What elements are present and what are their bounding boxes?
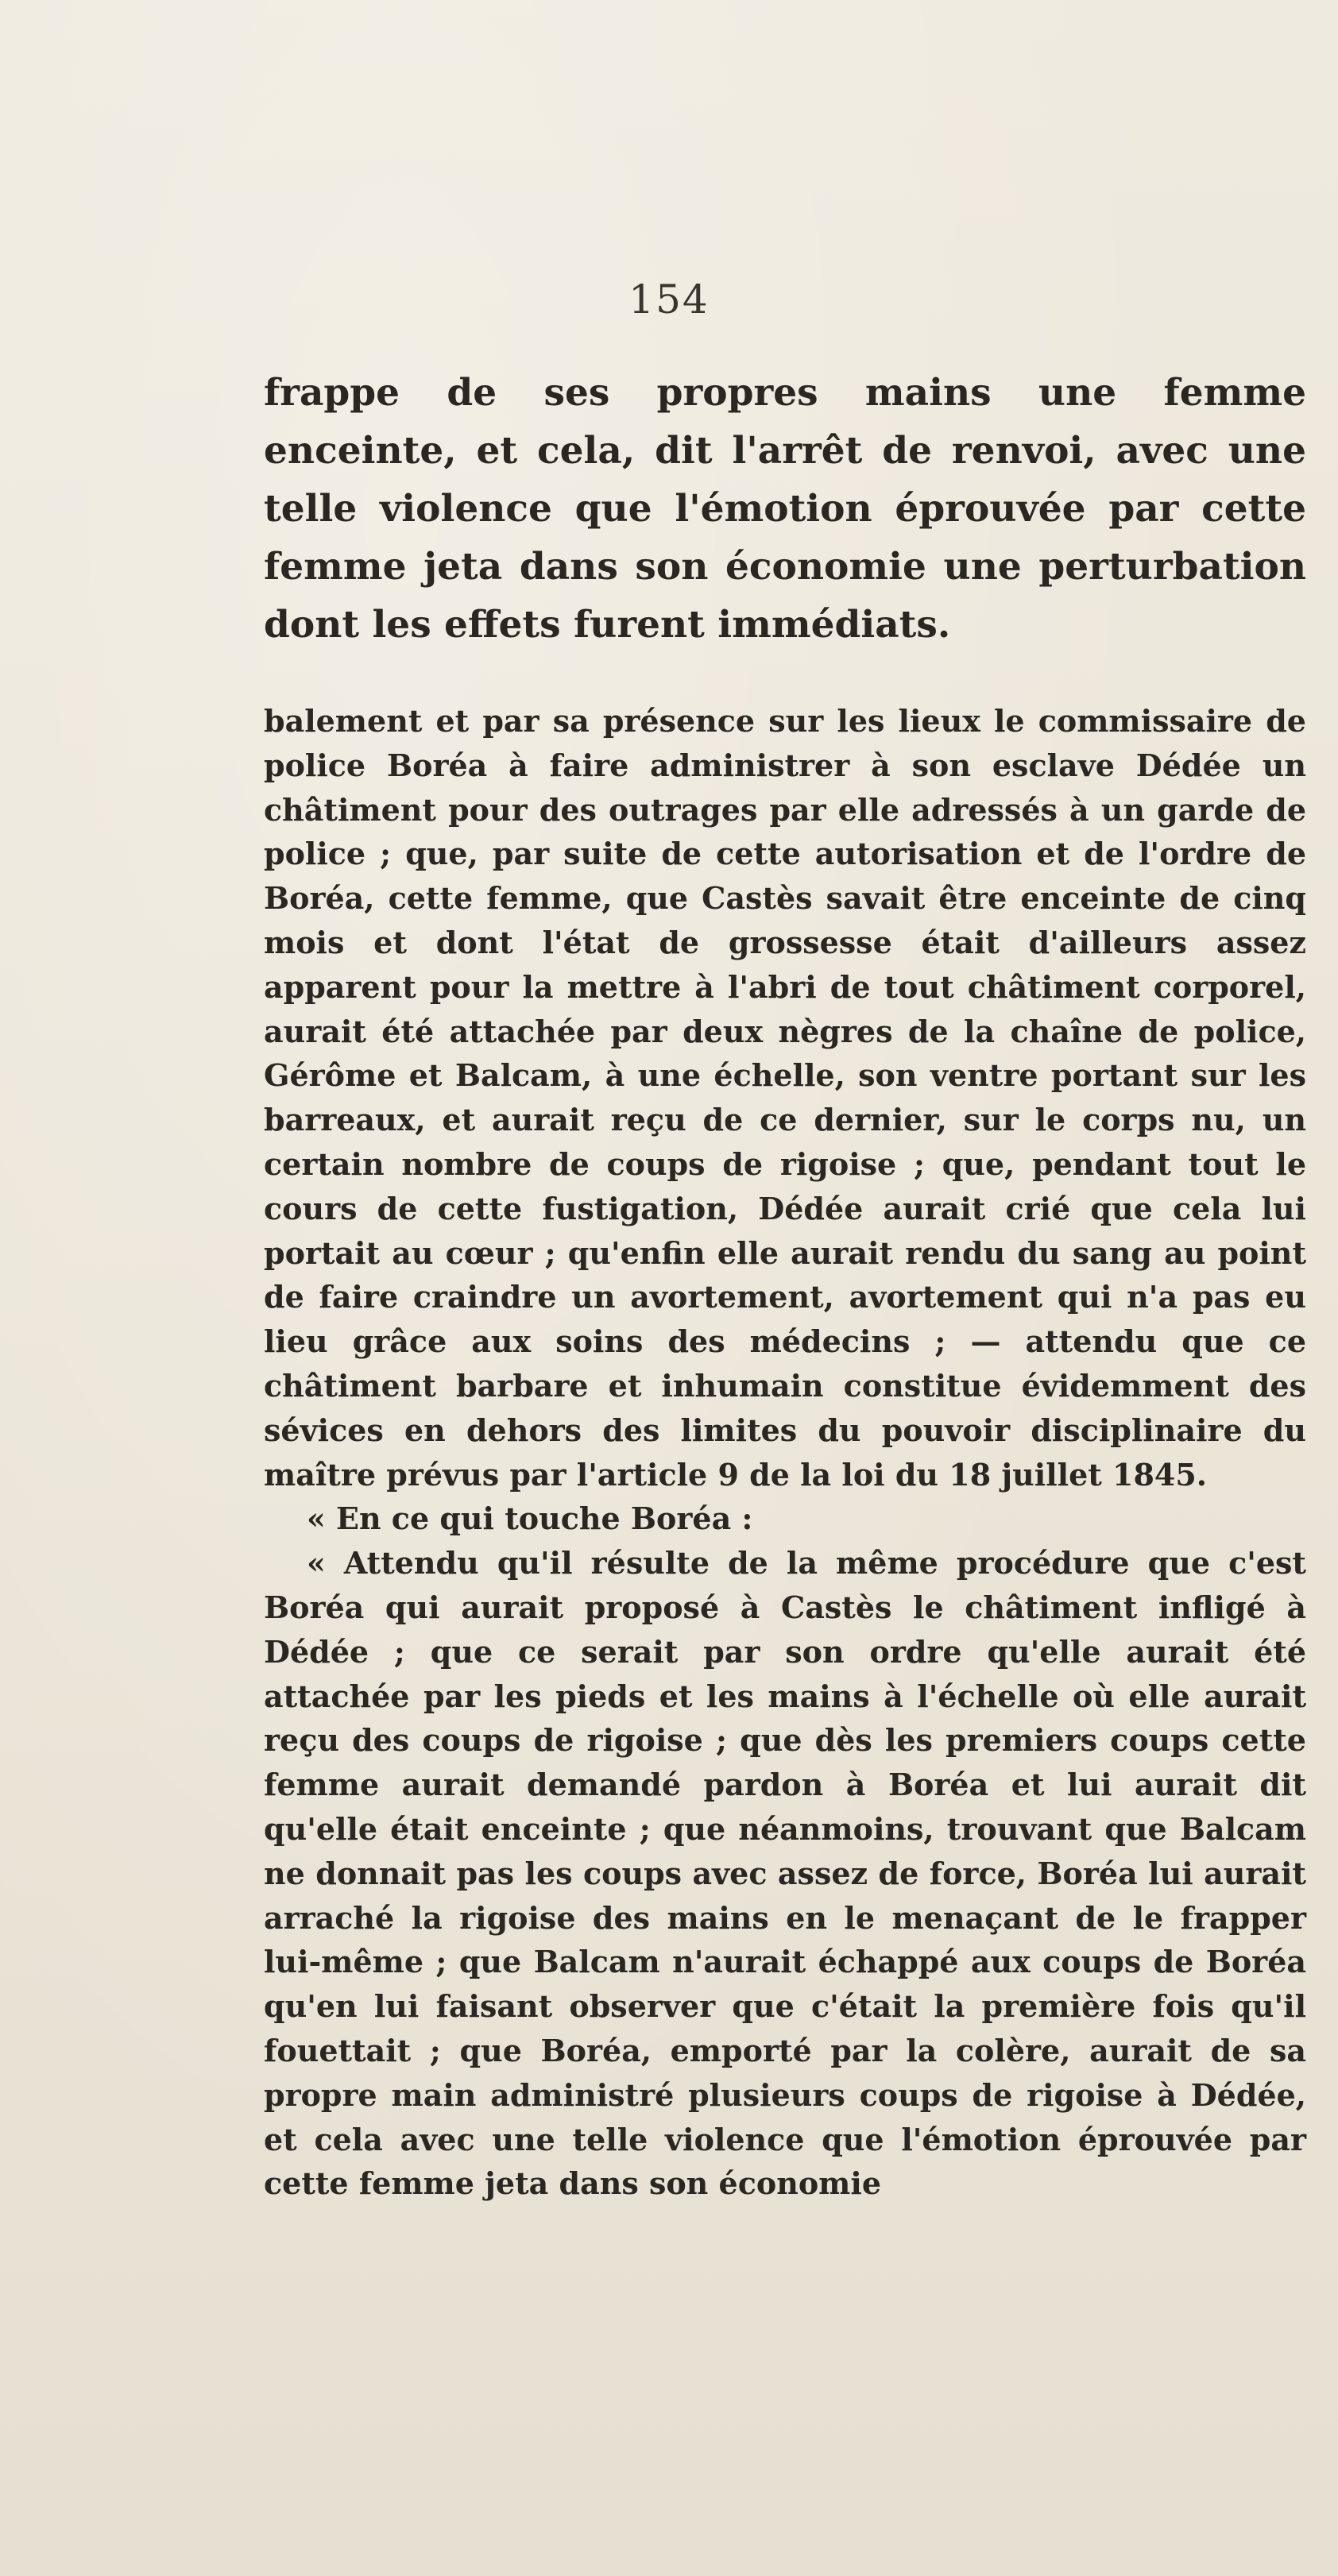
top-paragraph-block xyxy=(264,364,1306,654)
borea-paragraph: « Attendu qu'il résulte de la même procédure que c'est Boréa qui aurait proposé à Castès le châtiment infligé à Dédée ; que ce serait par son ordre qu'elle aurait été attachée par les pieds et les mains à l'échelle où elle aurait reçu des coups de rigoise ; que dès les premiers coups cette femme aurait demandé pardon à Boréa et lui aurait dit qu'elle était enceinte ; que néanmoins, trouvant que Balcam ne donnait pas les coups avec assez de force, Boréa lui aurait arraché la rigoise des mains en le menaçant de le frapper lui-même ; que Balcam n'aurait échappé aux coups de Boréa qu'en lui faisant observer que c'était la première fois qu'il fouettait ; que Boréa, emporté par la colère, aurait de sa propre main administré plusieurs coups de rigoise à Dédée, et cela avec une telle violence que l'émotion éprouvée par cette femme jeta dans son économie xyxy=(264,1545,1306,2202)
main-paragraph: balement et par sa présence sur les lieux le commissaire de police Boréa à faire administrer à son esclave Dédée un châtiment pour des outrages par elle adressés à un garde de police ; que, par suite de cette autorisation et de l'ordre de Boréa, cette femme, que Castès savait être enceinte de cinq mois et dont l'état de grossesse était d'ailleurs assez apparent pour la mettre à l'abri de tout châtiment corporel, aurait été attachée par deux nègres de la chaîne de police, Gérôme et Balcam, à une échelle, son ventre portant sur les barreaux, et aurait reçu de ce dernier, sur le corps nu, un certain nombre de coups de rigoise ; que, pendant tout le cours de cette fustigation, Dédée aurait crié que cela lui portait au cœur ; qu'enfin elle aurait rendu du sang au point de faire craindre un avortement, avortement qui n'a pas eu lieu grâce aux soins des médecins ; — attendu que ce châtiment barbare et inhumain constitue évidemment des sévices en dehors des limites du pouvoir disciplinaire du maître prévus par l'article 9 de la loi du 18 juillet 1845. xyxy=(264,703,1306,1493)
page-number: 154 xyxy=(628,276,710,322)
heading-borea: « En ce qui touche Boréa : xyxy=(307,1500,753,1537)
top-paragraph: frappe de ses propres mains une femme enceinte, et cela, dit l'arrêt de renvoi, avec une telle violence que l'émotion éprouvée par cette femme jeta dans son économie une perturbation dont les effets furent immédiats. xyxy=(264,371,1306,647)
main-text-block xyxy=(264,699,1306,2206)
